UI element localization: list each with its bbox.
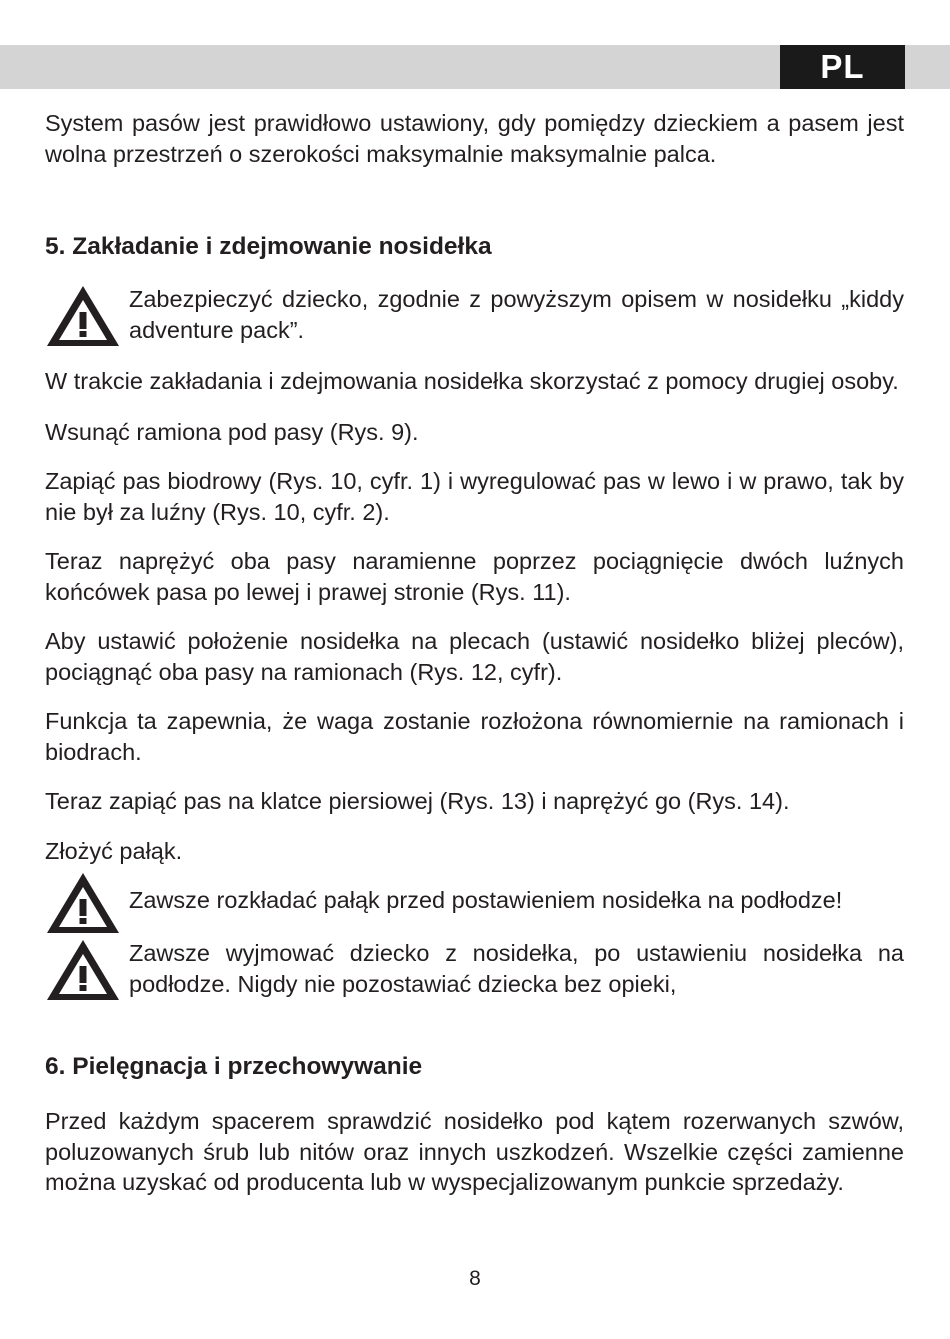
- section-5-paragraph: Funkcja ta zapewnia, że waga zostanie rozłożona równomiernie na ramionach i biodrach.: [45, 708, 904, 765]
- warning-text-2: Zawsze rozkładać pałąk przed postawieniem nosidełka na podłodze!: [129, 887, 843, 913]
- section-5-paragraph: Zapiąć pas biodrowy (Rys. 10, cyfr. 1) i wyregulować pas w lewo i w prawo, tak by nie był za luźny (Rys. 10, cyfr. 2).: [45, 468, 904, 525]
- page-number: 8: [469, 1267, 481, 1290]
- warning-block-3: [45, 938, 904, 1002]
- warning-triangle-icon: [45, 938, 121, 1002]
- warning-triangle-icon: [45, 284, 121, 348]
- warning-text-1: Zabezpieczyć dziecko, zgodnie z powyższym opisem w nosidełku „kiddy adventure pack”.: [129, 286, 904, 343]
- section-5-paragraph: Teraz zapiąć pas na klatce piersiowej (Rys. 13) i naprężyć go (Rys. 14).: [45, 788, 790, 814]
- section-5-heading: 5. Zakładanie i zdejmowanie nosidełka: [45, 233, 492, 260]
- intro-paragraph: System pasów jest prawidłowo ustawiony, gdy pomiędzy dzieckiem a pasem jest wolna przestrzeń o szerokości maksymalnie maksymalnie palca.: [45, 110, 904, 167]
- warning-triangle-icon: [45, 871, 121, 935]
- section-5-paragraph: Wsunąć ramiona pod pasy (Rys. 9).: [45, 418, 419, 445]
- warning-text-3: Zawsze wyjmować dziecko z nosidełka, po ustawieniu nosidełka na podłodze. Nigdy nie pozostawiać dziecka bez opieki,: [129, 940, 904, 997]
- warning-block-1: [45, 284, 904, 348]
- page-content: [45, 108, 904, 1198]
- language-badge: PL: [780, 45, 905, 89]
- section-6-paragraph: Przed każdym spacerem sprawdzić nosidełko pod kątem rozerwanych szwów, poluzowanych śrub lub nitów oraz innych uszkodzeń. Wszelkie części zamienne można uzyskać od producenta lub w wyspecjalizowanym punkcie sprzedaży.: [45, 1108, 904, 1195]
- section-6-heading: 6. Pielęgnacja i przechowywanie: [45, 1053, 423, 1080]
- section-5-paragraph: Aby ustawić położenie nosidełka na plecach (ustawić nosidełko bliżej pleców), pociągnąć oba pasy na ramionach (Rys. 12, cyfr).: [45, 628, 904, 685]
- section-5-paragraph: Złożyć pałąk.: [45, 837, 183, 864]
- warning-block-2: [45, 871, 904, 935]
- section-5-paragraph: W trakcie zakładania i zdejmowania nosidełka skorzystać z pomocy drugiej osoby.: [45, 368, 899, 394]
- section-5-paragraph: Teraz naprężyć oba pasy naramienne poprzez pociągnięcie dwóch luźnych końcówek pasa po lewej i prawej stronie (Rys. 11).: [45, 548, 904, 605]
